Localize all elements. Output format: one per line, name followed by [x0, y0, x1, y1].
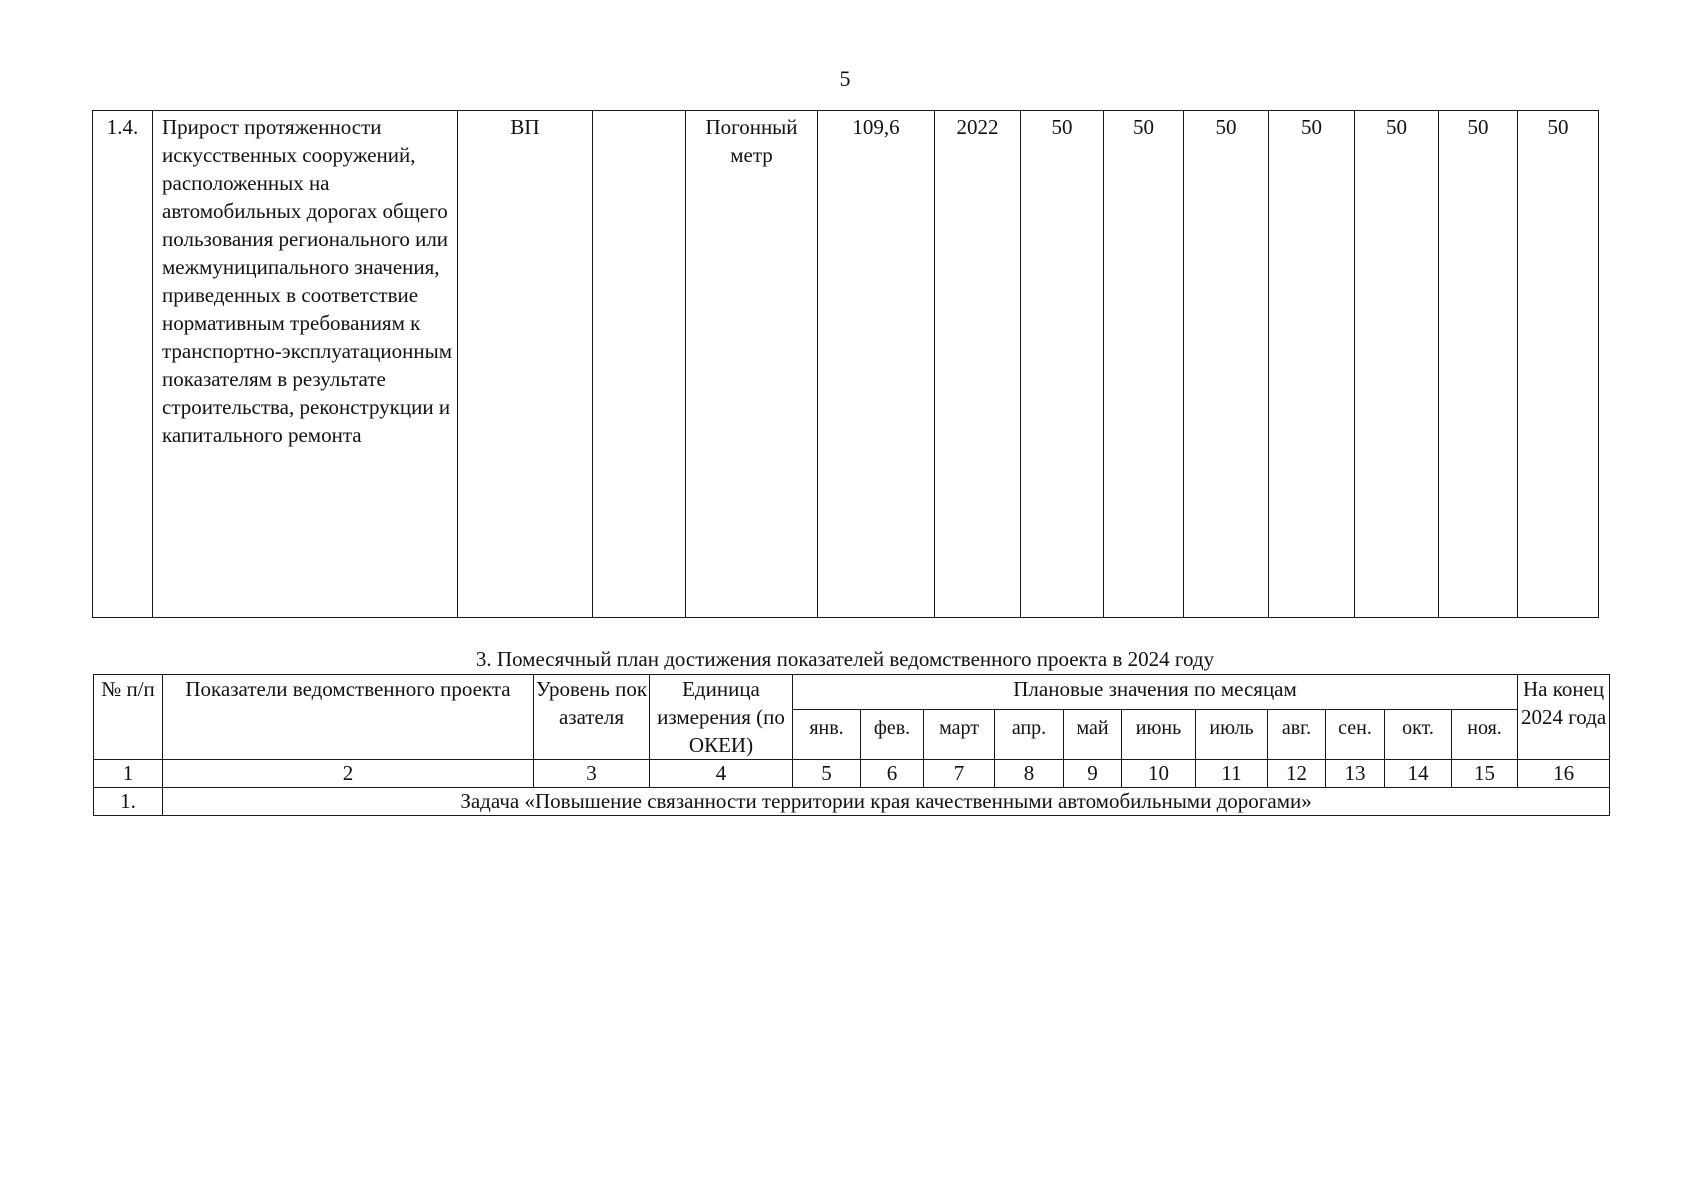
column-number: 7	[924, 760, 995, 788]
header-month: янв.	[793, 710, 861, 760]
header-num: № п/п	[94, 675, 163, 760]
header-month: авг.	[1268, 710, 1326, 760]
column-number: 6	[861, 760, 924, 788]
task-number: 1.	[94, 788, 163, 816]
indicator-number: 1.4.	[93, 111, 153, 618]
header-month: ноя.	[1452, 710, 1518, 760]
indicator-base-year: 2022	[935, 111, 1021, 618]
column-number: 2	[163, 760, 534, 788]
column-number: 4	[650, 760, 793, 788]
indicator-row	[93, 111, 1599, 618]
column-number: 13	[1326, 760, 1385, 788]
header-end-of-year: На конец 2024 года	[1518, 675, 1610, 760]
monthly-plan-table	[93, 674, 1610, 816]
header-month: июль	[1196, 710, 1268, 760]
indicator-empty-cell	[593, 111, 686, 618]
column-number: 11	[1196, 760, 1268, 788]
column-number: 15	[1452, 760, 1518, 788]
column-number: 12	[1268, 760, 1326, 788]
header-row-1	[94, 675, 1610, 710]
header-month: апр.	[995, 710, 1064, 760]
indicator-value: 50	[1439, 111, 1518, 618]
indicator-name: Прирост протяженности искусственных сооружений, расположенных на автомобильных дорогах общего пользования регионального или межмуниципального значения, приведенных в соответствие нормативным требованиям к транспортно-эксплуатационным показателям в результате строительства, реконструкции и капитального ремонта	[153, 111, 458, 618]
column-number: 9	[1064, 760, 1122, 788]
header-level: Уровень показателя	[534, 675, 650, 760]
task-text: Задача «Повышение связанности территории края качественными автомобильными дорогами»	[163, 788, 1610, 816]
indicator-value: 50	[1021, 111, 1104, 618]
indicator-table	[92, 110, 1599, 618]
header-month: июнь	[1122, 710, 1196, 760]
column-number: 8	[995, 760, 1064, 788]
indicator-level: ВП	[458, 111, 593, 618]
column-number: 16	[1518, 760, 1610, 788]
column-number: 10	[1122, 760, 1196, 788]
column-number: 14	[1385, 760, 1452, 788]
header-month: сен.	[1326, 710, 1385, 760]
header-month: окт.	[1385, 710, 1452, 760]
indicator-value: 50	[1104, 111, 1184, 618]
header-month: март	[924, 710, 995, 760]
column-number-row	[94, 760, 1610, 788]
page-number: 5	[839, 66, 851, 91]
column-number: 3	[534, 760, 650, 788]
indicator-base-value: 109,6	[818, 111, 935, 618]
indicator-value: 50	[1269, 111, 1355, 618]
header-month: май	[1064, 710, 1122, 760]
indicator-unit: Погонный метр	[686, 111, 818, 618]
column-number: 1	[94, 760, 163, 788]
indicator-value: 50	[1184, 111, 1269, 618]
indicator-value: 50	[1518, 111, 1599, 618]
header-unit: Единица измерения (по ОКЕИ)	[650, 675, 793, 760]
indicator-value: 50	[1355, 111, 1439, 618]
column-number: 5	[793, 760, 861, 788]
header-planned-group: Плановые значения по месяцам	[793, 675, 1518, 710]
header-indicator: Показатели ведомственного проекта	[163, 675, 534, 760]
task-row	[94, 788, 1610, 816]
header-month: фев.	[861, 710, 924, 760]
section-title: 3. Помесячный план достижения показателей ведомственного проекта в 2024 году	[475, 647, 1215, 671]
